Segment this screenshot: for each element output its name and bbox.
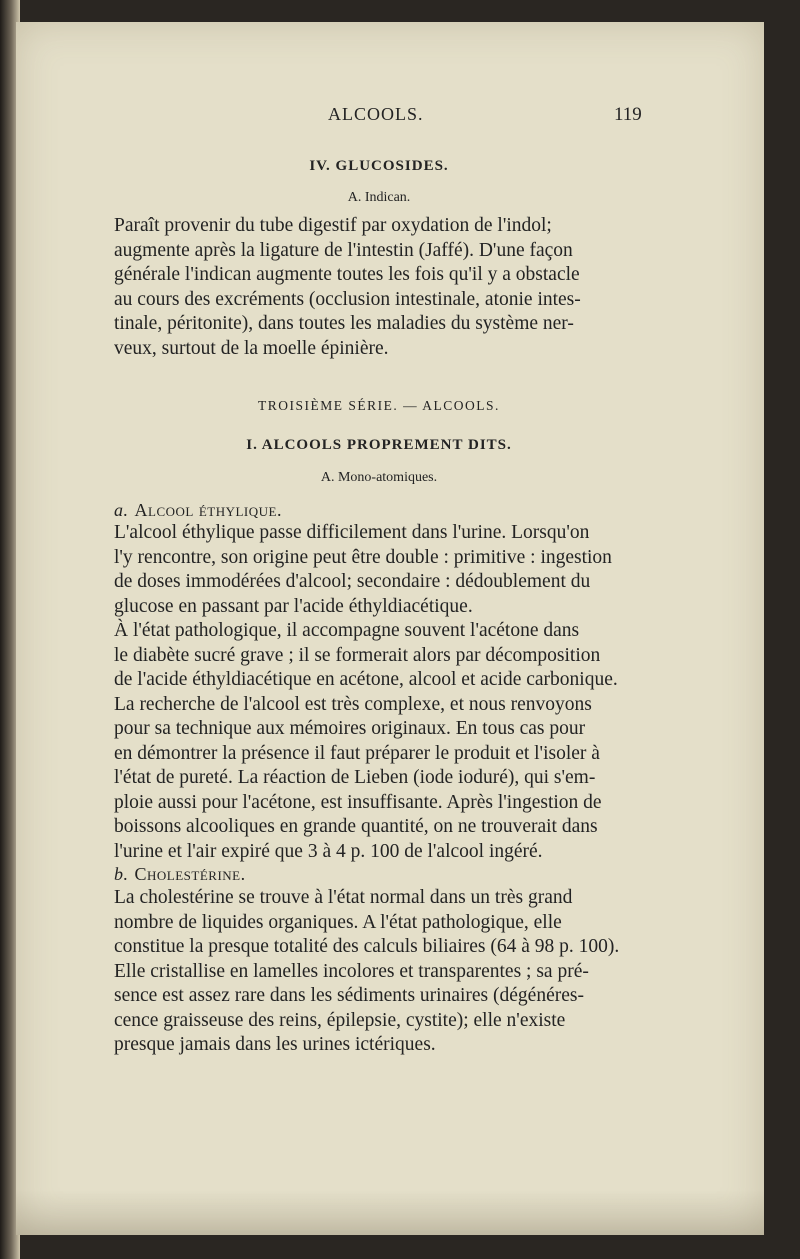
running-head-title: ALCOOLS. [328, 104, 424, 124]
page-bottom-shadow [16, 1190, 764, 1235]
text-line: l'urine et l'air expiré que 3 à 4 p. 100 de l'alcool ingéré. [114, 840, 543, 862]
cholesterine-label-letter: b. [114, 864, 129, 884]
text-line: tinale, péritonite), dans toutes les maladies du système ner- [114, 313, 574, 334]
page-number: 119 [614, 104, 642, 125]
text-line: À l'état pathologique, il accompagne souvent l'acétone dans [114, 620, 580, 641]
section-i-heading: I. ALCOOLS PROPREMENT DITS. [246, 437, 512, 453]
cholesterine-paragraph [114, 886, 644, 1058]
text-line: de l'acide éthyldiacétique en acétone, alcool et acide carbonique. [114, 669, 618, 690]
text-line: nombre de liquides organiques. A l'état pathologique, elle [114, 911, 562, 933]
series-heading: TROISIÈME SÉRIE. — ALCOOLS. [258, 398, 500, 413]
cholesterine-label-text: Cholestérine. [134, 864, 246, 884]
indican-paragraph [114, 214, 644, 361]
text-line: veux, surtout de la moelle épinière. [114, 337, 389, 359]
text-line: cence graisseuse des reins, épilepsie, cystite); elle n'existe [114, 1009, 566, 1031]
alcool-label-text: Alcool éthylique. [134, 500, 282, 520]
text-line: ploie aussi pour l'acétone, est insuffisante. Après l'ingestion de [114, 791, 602, 813]
text-line: glucose en passant par l'acide éthyldiacétique. [114, 595, 473, 617]
section-iv-heading: IV. GLUCOSIDES. [309, 158, 449, 174]
text-line: générale l'indican augmente toutes les fois qu'il y a obstacle [114, 264, 580, 285]
text-line: presque jamais dans les urines ictériques. [114, 1034, 436, 1055]
text-line: en démontrer la présence il faut préparer le produit et l'isoler à [114, 742, 600, 764]
alcool-label [114, 500, 644, 521]
text-line: l'y rencontre, son origine peut être double : primitive : ingestion [114, 546, 612, 568]
text-line: Elle cristallise en lamelles incolores et transparentes ; sa pré- [114, 960, 589, 982]
text-line: constitue la presque totalité des calculs biliaires (64 à 98 p. 100). [114, 936, 620, 957]
text-line: sence est assez rare dans les sédiments urinaires (dégénéres- [114, 985, 584, 1006]
text-line: l'état de pureté. La réaction de Lieben (iode ioduré), qui s'em- [114, 767, 596, 788]
text-line: de doses immodérées d'alcool; secondaire : dédoublement du [114, 571, 591, 592]
cholesterine-label [114, 864, 644, 885]
text-line: La cholestérine se trouve à l'état normal dans un très grand [114, 887, 573, 908]
section-iv-subheading: A. Indican. [347, 190, 411, 205]
running-head [0, 104, 800, 128]
text-line: L'alcool éthylique passe difficilement dans l'urine. Lorsqu'on [114, 522, 590, 543]
text-line: pour sa technique aux mémoires originaux. En tous cas pour [114, 718, 586, 739]
alcool-label-letter: a. [114, 500, 129, 520]
text-line: augmente après la ligature de l'intestin (Jaffé). D'une façon [114, 239, 573, 261]
alcool-paragraphs [114, 521, 644, 864]
text-line: Paraît provenir du tube digestif par oxydation de l'indol; [114, 215, 552, 236]
text-line: le diabète sucré grave ; il se formerait alors par décomposition [114, 644, 601, 666]
text-line: boissons alcooliques en grande quantité, on ne trouverait dans [114, 816, 598, 837]
section-i-subheading: A. Mono-atomiques. [320, 470, 438, 485]
text-line: au cours des excréments (occlusion intestinale, atonie intes- [114, 288, 581, 310]
text-line: La recherche de l'alcool est très complexe, et nous renvoyons [114, 693, 592, 715]
